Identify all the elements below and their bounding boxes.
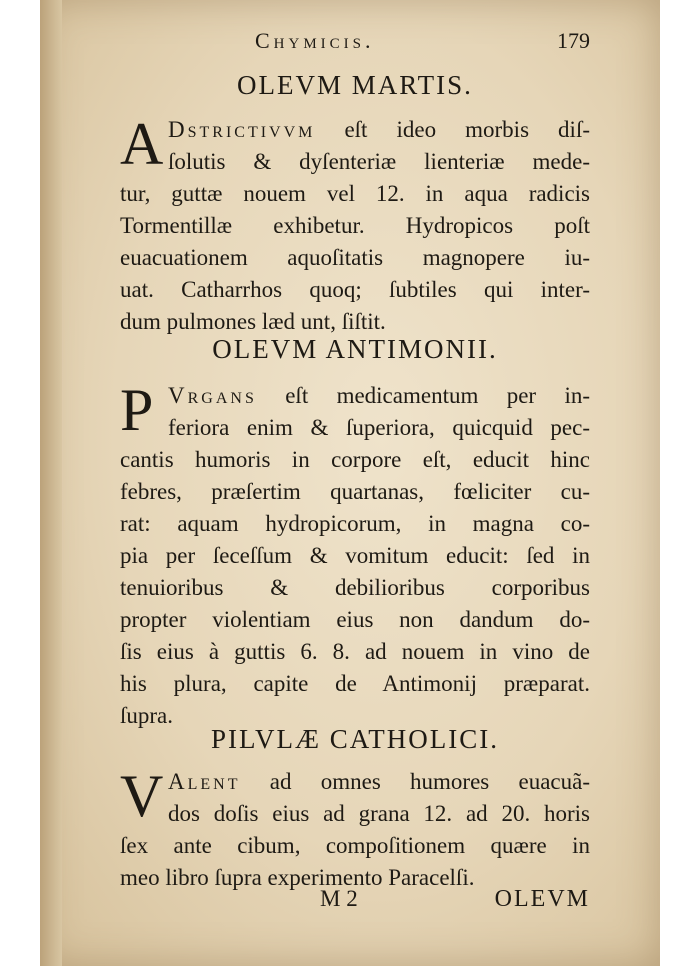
text-line: febres, præſertim quartanas, fœliciter cu- <box>120 479 590 504</box>
catchword: OLEVM <box>494 886 590 912</box>
text-line <box>120 766 590 798</box>
text-line: dum pulmones læd unt, ſiſtit. <box>120 309 386 334</box>
section-paragraph <box>120 111 590 338</box>
text-line: propter violentiam eius non dandum do- <box>120 607 590 632</box>
text-line: cantis humoris in corpore eſt, educit hinc <box>120 447 590 472</box>
section-title: PILVLÆ CATHOLICI. <box>210 724 499 754</box>
lead-word: Dstrictivvm <box>168 117 316 142</box>
book-page <box>40 0 660 966</box>
signature-mark: M 2 <box>320 886 358 911</box>
text-line: pia per ſeceſſum & vomitum educit: ſed in <box>120 543 590 568</box>
lead-word: Alent <box>168 769 241 794</box>
text-line: ſex ante cibum, compoſitionem quære in <box>120 833 590 858</box>
text-line: tenuioribus & debilioribus corporibus <box>120 575 590 600</box>
section-title: OLEVM MARTIS. <box>237 70 473 100</box>
section-paragraph <box>120 377 590 732</box>
section-title: OLEVM ANTIMONII. <box>212 334 498 364</box>
text-line: feriora enim & ſuperiora, quicquid pec- <box>168 415 590 440</box>
text-line: his plura, capite de Antimonij præparat. <box>120 671 590 696</box>
text-line: tur, guttæ nouem vel 12. in aqua radicis <box>120 181 590 206</box>
text-line: Tormentillæ exhibetur. Hydropicos poſt <box>120 213 590 238</box>
text-line: euacuationem aquoſitatis magnopere iu- <box>120 245 590 270</box>
drop-cap: A <box>120 111 164 177</box>
line-text: eſt ideo morbis diſ- <box>344 117 590 142</box>
line-text: ad omnes humores euacuã- <box>269 769 590 794</box>
lead-word: Vrgans <box>168 383 257 408</box>
text-line: dos doſis eius ad grana 12. ad 20. horis <box>168 801 590 826</box>
page-gutter <box>40 0 62 966</box>
drop-cap: V <box>120 763 164 829</box>
text-line: ſolutis & dyſenteriæ lienteriæ mede- <box>168 149 590 174</box>
line-text: eſt medicamentum per in- <box>285 383 590 408</box>
page-footer <box>120 886 590 918</box>
text-line <box>120 380 590 412</box>
text-line: uat. Catharrhos quoq; ſubtiles qui inter- <box>120 277 590 302</box>
page-header <box>120 28 590 58</box>
drop-cap: P <box>120 377 154 443</box>
section-paragraph <box>120 763 590 894</box>
page-number: 179 <box>557 28 590 53</box>
running-head: Chymicis. <box>255 28 375 53</box>
text-line <box>120 114 590 146</box>
text-line: meo libro ſupra experimento Paracelſi. <box>120 865 475 890</box>
text-line: ſis eius à guttis 6. 8. ad nouem in vino de <box>120 639 590 664</box>
text-line: rat: aquam hydropicorum, in magna co- <box>120 511 590 536</box>
text-line: ſupra. <box>120 703 174 728</box>
